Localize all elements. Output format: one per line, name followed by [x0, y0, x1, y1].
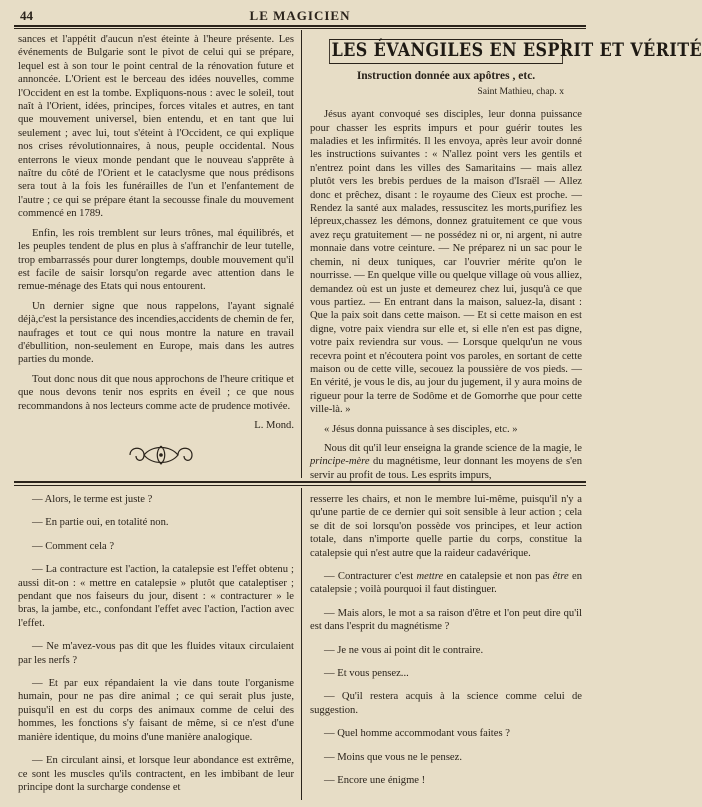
- dialogue-line: — En circulant ainsi, et lorsque leur abondance est extrême, ce sont les muscles qu'ils contractent, en les imbibant de leur principe dont la surcharge condense et: [18, 755, 294, 793]
- page-number: 44: [20, 8, 33, 23]
- dialogue-line: — Quel homme accommodant vous faites ?: [324, 728, 510, 740]
- header-rule: [14, 25, 586, 27]
- dialogue-line: — Moins que vous ne le pensez.: [324, 751, 462, 763]
- dialogue-line: — Je ne vous ai point dit le contraire.: [324, 644, 484, 656]
- flourish-ornament: [126, 442, 196, 468]
- dialogue-line: — La contracture est l'action, la catalepsie est l'effet obtenu ; aussi dit-on : « mettre en catalepsie » plutôt que cataleptiser ; pendant que nos faiseurs du jour, disent : « contracturer » le bras, la jambe, etc., confondant l'effet avec l'action, l'action avec l'effet.: [18, 564, 294, 629]
- page-header: [14, 6, 586, 26]
- column-divider-top: [301, 30, 302, 478]
- dialogue-line: — Qu'il restera acquis à la science comme celui de suggestion.: [310, 691, 582, 716]
- section-subtitle: Instruction donnée aux apôtres , etc.: [356, 70, 536, 83]
- scripture-reference: Saint Mathieu, chap. x: [477, 85, 564, 97]
- paragraph: Un dernier signe que nous rappelons, l'ayant signalé déjà,c'est la persistance des incendies,accidents de chemin de fer, naufrages et tout ce qui nous montre la nature en travail d'ébullition, non-seulement en Europe, mais dans les autres parties du monde.: [18, 300, 294, 366]
- article-left-column: [18, 33, 294, 473]
- dialogue-line: — Et vous pensez...: [324, 668, 409, 680]
- dialogue-line: — Alors, le terme est juste ?: [32, 494, 153, 505]
- paragraph: resserre les chairs, et non le membre lui-même, puisqu'il n'y a qu'une partie de ce dernier qui soit sensible à leur action ; cela se dit de soi lorsqu'on possède vos principes, et leur action totale, dans n'importe quelle partie du corps, constitue la catalepsie qui n'est autre que la raideur cadavérique.: [310, 494, 582, 559]
- dialogue-line: — Comment cela ?: [32, 540, 115, 552]
- dialogue-line: — Mais alors, le mot a sa raison d'être et l'on peut dire qu'il est dans l'esprit du magnétisme ?: [310, 607, 582, 633]
- running-title: LE MAGICIEN: [249, 8, 351, 23]
- paragraph: Nous dit qu'il leur enseigna la grande science de la magie, le principe-mère du magnétisme, leur donnant les moyens de s'en servir au profit de tous. Les esprits impurs,: [310, 442, 582, 481]
- author-signature: L. Mond.: [254, 419, 294, 431]
- column-divider-bottom: [301, 488, 302, 800]
- quote-line: « Jésus donna puissance à ses disciples, etc. »: [324, 423, 518, 435]
- dialogue-line: — Et par eux répandaient la vie dans toute l'organisme humain, pour ne pas dire animal ; ce qui serait plus juste, puisqu'il en est du corps des animaux comme de celui des hommes, les fonctions s'y faisant de même, si ce n'est d'une manière identique, du moins d'une manière analogique.: [18, 678, 294, 743]
- paragraph: sances et l'appétit d'aucun n'est éteinte à l'heure présente. Les événements de Bulgarie sont le pivot de celui qui se prépare, lequel est à son tour le point central de la rénovation future et annoncée. L'Orient est le berceau des idées nouvelles, comme l'Occident en est la tombe. Expliquons-nous : avec le soleil, tout naît à l'Orient, idées, principes, forces vitales et autres, en tant que mouvement universel, bien entendu, et en tant que lui seulement ; avec lui, tout s'éteint à l'Occident, ce qui explique nos crises révolutionnaires, à nous, peuple occidental. Nous enterrons le vieux monde pendant que le nouveau s'apprête à naître du côté de l'Orient et le cataclysme que nous prédisons sera tout à la fois les funérailles de l'un et l'enfantement de l'autre ; ce qui se prépare étant la secousse finale du mouvement commencé en 1789.: [18, 34, 294, 220]
- dialogue-left-column: [18, 493, 294, 804]
- paragraph: Jésus ayant convoqué ses disciples, leur donna puissance pour chasser les esprits impurs et pour guérir toutes les maladies et les infirmités. Il les envoya, après leur avoir donné les instructions suivantes : « N'allez point vers les gentils et n'entrez point dans les villes des Samaritains — mais allez plutôt vers les brebis perdues de la maison d'Israël — Allez donc et prêchez, disant : le royaume des Cieux est proche. — Rendez la santé aux malades, ressuscitez les morts,purifiez les lépreux,chassez les démons, donnez gratuitement ce que vous avez reçu gratuitement — ne possédez ni or, ni argent, ni autre monnaie dans votre ceinture. — Ne préparez ni un sac pour le chemin, ni deux tuniques, car l'ouvrier mérite qu'on le nourrisse. — En quelque ville ou quelque village où vous alliez, demandez où est un juste et demeurez chez lui, jusqu'à ce que vous partiez. — En entrant dans la maison, saluez-la, disant : Que la paix soit dans cette maison. — Et si cette maison en est digne, votre paix viendra sur elle et, si elle n'en est pas digne, votre paix reviendra sur vous. — Lorsque quelqu'un ne vous recevra point et n'écoutera point vos paroles, en sortant de cette maison ou de cette ville, secouez la poussière de vos pieds. — En vérité, je vous le dis, au jour du jugement, il y aura moins de rigueur pour la terre de Sodôme et de Gomorrhe que pour cette ville-là. »: [310, 109, 582, 416]
- paragraph: Enfin, les rois tremblent sur leurs trônes, mal équilibrés, et les peuples tendent de plus en plus à s'affranchir de leur tutelle, trop embarrassés pour durer longtemps, double mouvement qu'il est facile de saisir lorsqu'on regarde avec attention dans le remue-ménage des Etats qui nous entourent.: [18, 227, 294, 293]
- header-rule-thin: [14, 28, 586, 29]
- paragraph: Tout donc nous dit que nous approchons de l'heure critique et que nous devons tenir nos esprits en éveil ; ce que nous recommandons à nos lecteurs comme acte de prudence motivée.: [18, 373, 294, 412]
- article-right-column: [310, 33, 702, 488]
- dialogue-line: — En partie oui, en totalité non.: [32, 517, 169, 529]
- dialogue-right-column: [310, 493, 582, 798]
- dialogue-line: — Encore une énigme !: [324, 775, 426, 787]
- dialogue-line: — Ne m'avez-vous pas dit que les fluides vitaux circulaient par les nerfs ?: [18, 641, 294, 666]
- section-title: LES ÉVANGILES EN ESPRIT ET VÉRITÉ: [329, 39, 563, 64]
- dialogue-line: — Contracturer c'est mettre en catalepsie et non pas être en catalepsie ; voilà pourquoi il faut distinguer.: [310, 571, 582, 596]
